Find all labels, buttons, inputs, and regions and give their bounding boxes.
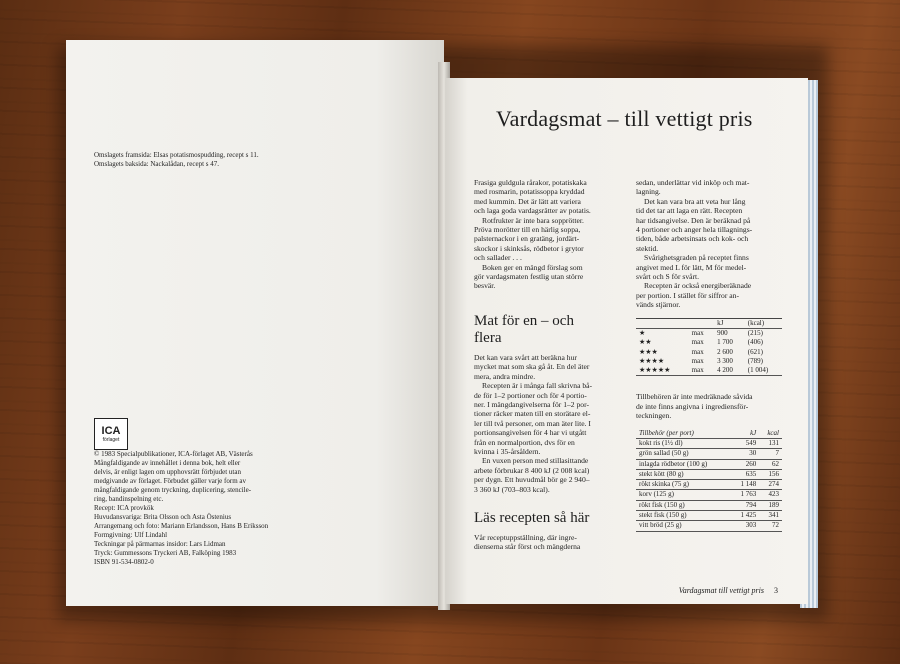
text-line: stektid. (636, 243, 659, 253)
logo-subtext: förlaget (102, 436, 120, 443)
table-header-row (636, 429, 782, 439)
text-line: per portion. I stället för siffror an- (636, 290, 739, 300)
copyright-line: ring, bandinspelning etc. (94, 495, 164, 503)
heading-line: flera (474, 329, 502, 346)
table-header-cell: kJ (717, 318, 724, 327)
text-line: svårt och S för svårt. (636, 272, 700, 282)
text-line: tioner räcker maten till en storätare el- (474, 409, 591, 419)
table-cell: (621) (747, 347, 763, 356)
las-text (474, 533, 622, 552)
table-row (636, 348, 782, 357)
text-line: skockor i skinksås, rödbetor i grytor (474, 243, 584, 253)
footer-title: Vardagsmat till vettigt pris (678, 586, 764, 595)
table-header-cell: Tillbehör (per port) (636, 429, 731, 439)
text-line: ler till två personer, om man äter lite. I (474, 418, 591, 428)
text-line: vänds stjärnor. (636, 300, 681, 310)
table-cell: stekt kött (80 g) (636, 469, 731, 479)
table-cell: 635 (731, 469, 759, 479)
table-cell: 549 (731, 438, 759, 448)
column-right (636, 178, 784, 532)
heading-line: Mat för en – och (474, 312, 574, 329)
table-row (636, 500, 782, 510)
text-line: 4 portioner och anger hela tillagnings- (636, 225, 753, 235)
col2-text (636, 178, 784, 310)
credits-line: Formgivning: Ulf Lindahl (94, 531, 168, 539)
table-cell: (789) (747, 356, 763, 365)
copyright-line: mångfaldigande genom tryckning, duplicering, stencile- (94, 486, 252, 494)
stars-cell: ★★★★★ (639, 366, 671, 375)
table-cell: 4 200 (717, 366, 733, 375)
text-line: Svårighetsgraden på receptet finns (644, 253, 749, 263)
table-cell: 2 600 (717, 347, 733, 356)
text-line: med rosmarin, potatissoppa kryddad (474, 187, 585, 197)
table-cell: vitt bröd (25 g) (636, 521, 731, 531)
stars-cell: ★ (639, 328, 646, 337)
text-line: portionsangivelsen för 4 har vi utgått (474, 428, 587, 438)
table-row (636, 449, 782, 459)
heading-las-recepten: Läs recepten så här (474, 509, 590, 526)
stars-cell: ★★ (639, 338, 652, 347)
copyright-line: medgivande av förlaget. Förbudet gäller varje form av (94, 477, 246, 485)
text-line: per dygn. Ett huvudmål bör ge 2 940– (474, 475, 590, 485)
table-row (636, 328, 782, 338)
table-cell: max (691, 328, 704, 337)
table-cell: 260 (731, 459, 759, 469)
table-cell: 794 (731, 500, 759, 510)
text-line: Det kan vara svårt att beräkna hur (474, 352, 577, 362)
table-header-cell: (kcal) (747, 318, 765, 327)
text-line: arbete förbrukar 8 400 kJ (2 008 kcal) (474, 465, 590, 475)
text-line: kvinna i 35-årsåldern. (474, 446, 541, 456)
isbn: ISBN 91-534-0802-0 (94, 558, 154, 566)
table-row (636, 438, 782, 448)
table-header-cell (636, 318, 689, 328)
table-cell: max (691, 347, 704, 356)
tillbehor-table (636, 429, 782, 532)
text-line: Recepten är också energiberäknade (644, 281, 752, 291)
table-cell: max (691, 338, 704, 347)
table-row (636, 366, 782, 376)
text-line: gör vardagsmaten festlig utan större (474, 272, 584, 282)
text-line: En vuxen person med stillasittande (482, 456, 589, 466)
table-row (636, 357, 782, 366)
heading-mat-for-en (474, 313, 622, 347)
credits-line: Teckningar på pärmarnas insidor: Lars Lidman (94, 540, 226, 548)
table-cell: 131 (759, 438, 782, 448)
cover-back-caption: Omslagets baksida: Nackalådan, recept s 47. (94, 160, 219, 168)
text-line: lagning. (636, 187, 661, 197)
table-cell: 156 (759, 469, 782, 479)
tillbehor-note (636, 392, 784, 420)
table-cell: (406) (747, 338, 763, 347)
text-line: har tidsangivelse. Den är beräknad på (636, 215, 751, 225)
cover-captions (94, 151, 354, 169)
text-line: Rotfrukter är inte bara sopprötter. (482, 215, 584, 225)
text-line: 3 360 kJ (703–803 kcal). (474, 484, 550, 494)
table-cell: 274 (759, 480, 782, 490)
table-header-cell: kJ (731, 429, 759, 439)
table-row (636, 521, 782, 531)
table-row (636, 490, 782, 500)
table-header-cell: kcal (759, 429, 782, 439)
mat-text (474, 353, 622, 494)
text-line: besvär. (474, 281, 496, 291)
text-line: mycket mat som ska gå åt. En del äter (474, 362, 590, 372)
table-cell: 30 (731, 449, 759, 459)
text-line: Vår receptuppställning, där ingre- (474, 532, 577, 542)
text-line: palsternackor i en gratäng, jordärt- (474, 234, 580, 244)
page-title: Vardagsmat – till vettigt pris (496, 106, 753, 131)
table-cell: max (691, 356, 704, 365)
text-line: tiden, både arbetsinsats och kok- och (636, 234, 749, 244)
text-line: Boken ger en mängd förslag som (482, 262, 583, 272)
table-cell: 1 700 (717, 338, 733, 347)
credits-line: Arrangemang och foto: Mariann Erlandsson, Hans B Eriksson (94, 522, 269, 530)
text-line: Frasiga guldgula rårakor, potatiskaka (474, 178, 587, 187)
text-line: Recepten är i många fall skrivna bå- (482, 381, 593, 391)
stars-cell: ★★★ (639, 347, 658, 356)
table-header-row (636, 318, 782, 328)
copyright-line: Mångfaldigande av innehållet i denna bok, helt eller (94, 459, 241, 467)
table-cell: 900 (717, 328, 728, 337)
table-cell: 189 (759, 500, 782, 510)
copyright-block (94, 450, 334, 567)
table-cell: inlagda rödbetor (100 g) (636, 459, 731, 469)
table-cell: 341 (759, 511, 782, 521)
table-cell: (1 004) (747, 366, 769, 375)
left-page (66, 40, 444, 606)
table-cell: stekt fisk (150 g) (636, 511, 731, 521)
stars-cell: ★★★★ (639, 356, 665, 365)
page-number: 3 (774, 586, 778, 595)
table-cell: 3 300 (717, 356, 733, 365)
table-row (636, 511, 782, 521)
table-cell: rökt skinka (75 g) (636, 480, 731, 490)
credits-line: Tryck: Gummessons Tryckeri AB, Falköping 1983 (94, 549, 237, 557)
table-cell: rökt fisk (150 g) (636, 500, 731, 510)
text-line: Det kan vara bra att veta hur lång (644, 196, 746, 206)
cover-front-caption: Omslagets framsida: Elsas potatismospudding, recept s 11. (94, 151, 259, 159)
table-row (636, 469, 782, 479)
table-cell: 1 425 (731, 511, 759, 521)
column-left (474, 178, 622, 552)
table-cell: 62 (759, 459, 782, 469)
credits-line: Huvudansvariga: Brita Olsson och Asta Östenius (94, 513, 232, 521)
copyright-line: © 1983 Specialpublikationer, ICA-förlaget AB, Västerås (94, 450, 253, 458)
table-row (636, 480, 782, 490)
text-line: tid det tar att laga en rätt. Recepten (636, 206, 743, 216)
text-line: teckningen. (636, 411, 672, 421)
text-line: med kummin. Det är lätt att variera (474, 196, 581, 206)
table-row (636, 459, 782, 469)
table-cell: 423 (759, 490, 782, 500)
text-line: från en normalportion, dvs för en (474, 437, 575, 447)
intro-text (474, 178, 622, 291)
table-cell: 1 148 (731, 480, 759, 490)
text-line: Pröva morötter till en härlig soppa, (474, 225, 581, 235)
copyright-line: delvis, är enligt lagen om upphovsrätt förbjudet utan (94, 468, 241, 476)
table-cell: 303 (731, 521, 759, 531)
table-cell: 1 763 (731, 490, 759, 500)
table-cell: max (691, 366, 704, 375)
text-line: och laga goda vardagsrätter av potatis. (474, 206, 591, 216)
text-line: de inte finns angivna i ingrediensför- (636, 401, 749, 411)
energy-star-table (636, 318, 782, 377)
text-line: och sallader . . . (474, 253, 522, 263)
text-line: Tillbehören är inte medräknade såvida (636, 392, 753, 402)
logo-text: ICA (101, 424, 121, 437)
text-line: sedan, underlättar vid inköp och mat- (636, 178, 750, 187)
page-footer (679, 586, 778, 595)
text-line: angivet med L för lätt, M för medel- (636, 262, 747, 272)
table-cell: kokt ris (1½ dl) (636, 438, 731, 448)
right-page (446, 78, 808, 604)
table-cell: (215) (747, 328, 763, 337)
text-line: dienserna står först och mängderna (474, 542, 581, 552)
text-line: mera, andra mindre. (474, 371, 536, 381)
table-header-cell (689, 318, 714, 328)
ica-forlaget-logo (94, 418, 128, 450)
table-cell: grön sallad (50 g) (636, 449, 731, 459)
text-line: ner. I mängdangivelserna för 1–2 por- (474, 399, 589, 409)
table-row (636, 338, 782, 347)
table-cell: 7 (759, 449, 782, 459)
text-line: de för 1–2 portioner och för 4 portio- (474, 390, 587, 400)
table-cell: korv (125 g) (636, 490, 731, 500)
table-cell: 72 (759, 521, 782, 531)
credits-line: Recept: ICA provkök (94, 504, 154, 512)
